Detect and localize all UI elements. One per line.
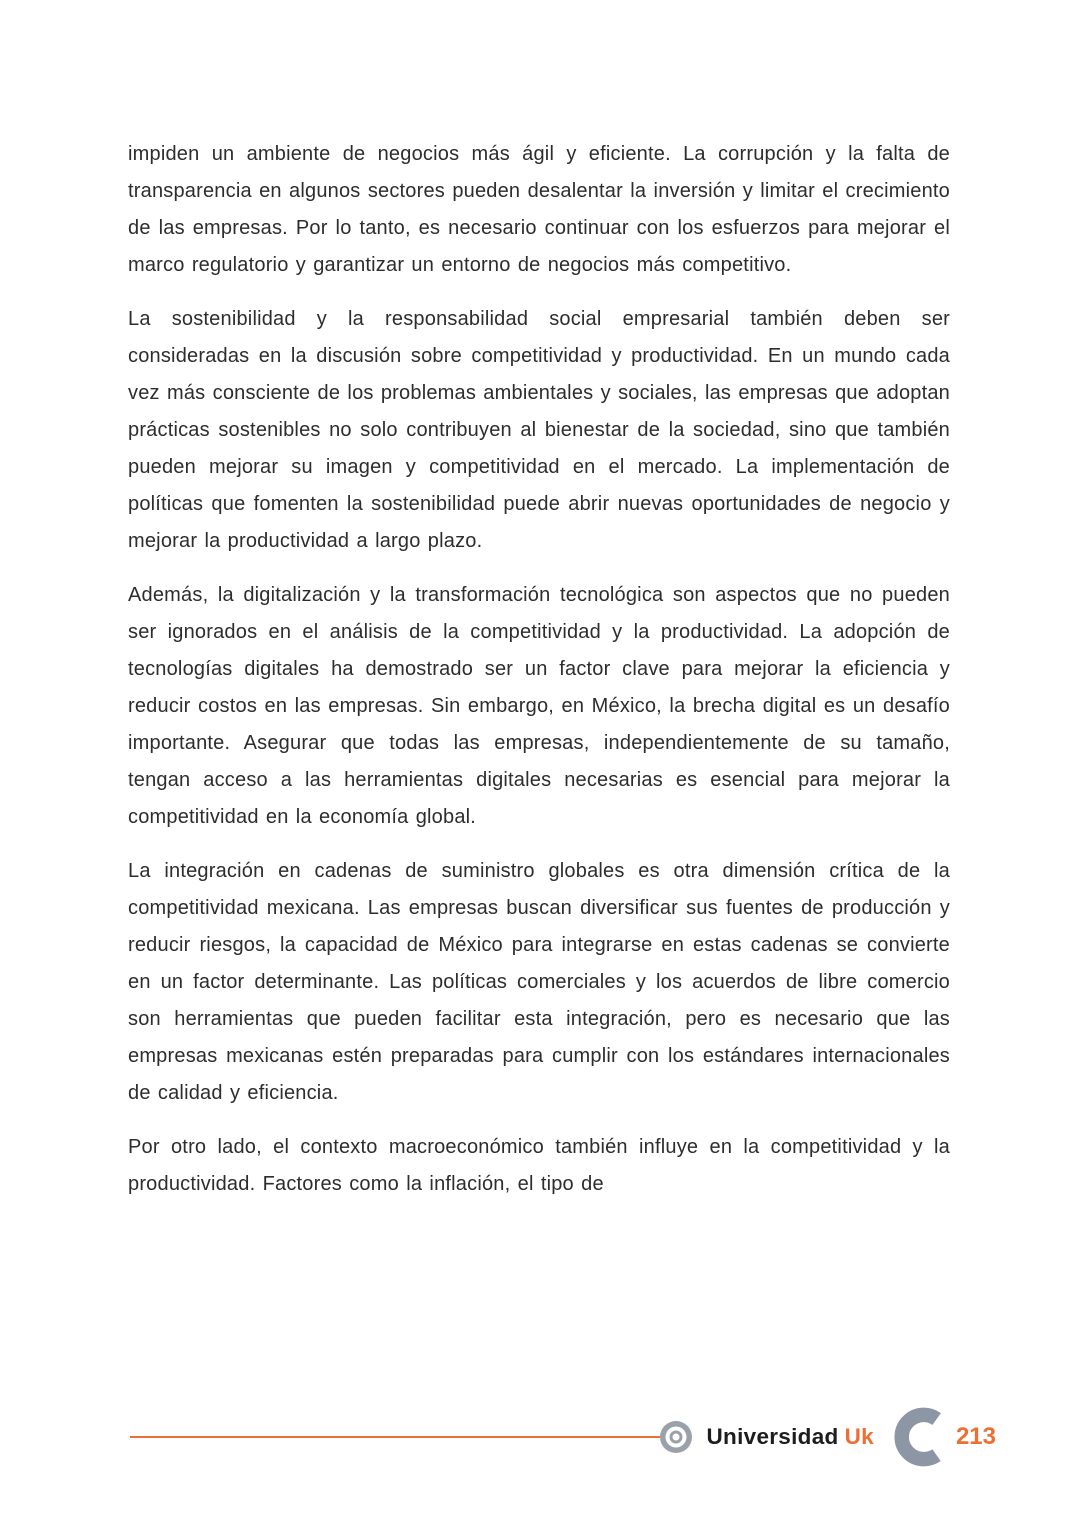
page-body-text bbox=[128, 136, 950, 1220]
brand-name: Universidad bbox=[706, 1424, 839, 1449]
body-paragraph: impiden un ambiente de negocios más ágil y eficiente. La corrupción y la falta de transparencia en algunos sectores pueden desalentar la inversión y limitar el crecimiento de las empresas. Por lo tanto, es necesario continuar con los esfuerzos para mejorar el marco regulatorio y garantizar un entorno de negocios más competitivo. bbox=[128, 143, 950, 276]
page-footer bbox=[0, 1404, 1080, 1470]
brand-logo-text bbox=[706, 1424, 873, 1450]
crescent-ring-shape bbox=[894, 1405, 944, 1469]
body-paragraph: Además, la digitalización y la transformación tecnológica son aspectos que no pueden ser ignorados en el análisis de la competitividad y la productividad. La adopción de tecnologías digitales ha demostrado ser un factor clave para mejorar la eficiencia y reducir costos en las empresas. Sin embargo, en México, la brecha digital es un desafío importante. Asegurar que todas las empresas, independientemente de su tamaño, tengan acceso a las herramientas digitales necesarias es esencial para mejorar la competitividad en la economía global. bbox=[128, 584, 950, 828]
body-paragraph: Por otro lado, el contexto macroeconómico también influye en la competitividad y la productividad. Factores como la inflación, el tipo de bbox=[128, 1136, 950, 1195]
target-circle-icon bbox=[659, 1420, 693, 1454]
footer-divider-line bbox=[130, 1436, 662, 1438]
body-paragraph: La sostenibilidad y la responsabilidad social empresarial también deben ser consideradas en la discusión sobre competitividad y productividad. En un mundo cada vez más consciente de los problemas ambientales y sociales, las empresas que adoptan prácticas sostenibles no solo contribuyen al bienestar de la sociedad, sino que también pueden mejorar su imagen y competitividad en el mercado. La implementación de políticas que fomenten la sostenibilidad puede abrir nuevas oportunidades de negocio y mejorar la productividad a largo plazo. bbox=[128, 308, 950, 552]
brand-suffix: Uk bbox=[844, 1424, 874, 1449]
body-paragraph: La integración en cadenas de suministro globales es otra dimensión crítica de la competitividad mexicana. Las empresas buscan diversificar sus fuentes de producción y reducir riesgos, la capacidad de México para integrarse en estas cadenas se convierte en un factor determinante. Las políticas comerciales y los acuerdos de libre comercio son herramientas que pueden facilitar esta integración, pero es necesario que las empresas mexicanas estén preparadas para cumplir con los estándares internacionales de calidad y eficiencia. bbox=[128, 860, 950, 1104]
page-number: 213 bbox=[955, 1423, 996, 1450]
